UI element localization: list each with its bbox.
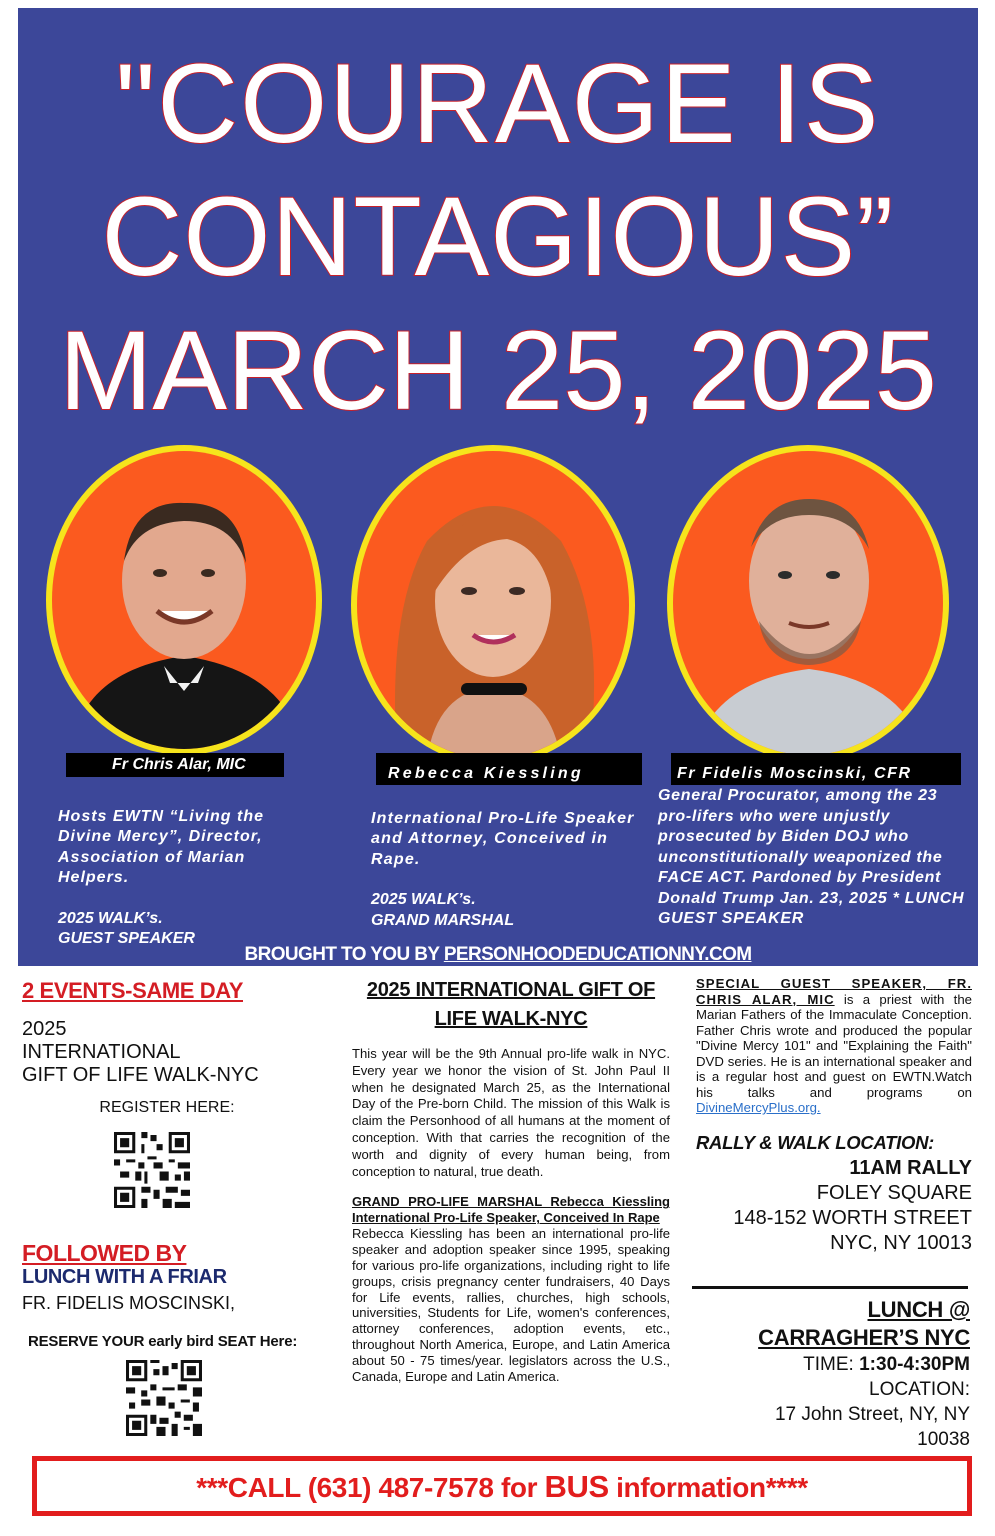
name-rebecca-kiessling: Rebecca Kiessling [376, 753, 642, 785]
section-divider [692, 1286, 968, 1289]
lunch-title-line-2: CARRAGHER’S NYC [758, 1325, 970, 1350]
right-column [696, 976, 972, 1256]
left-column [22, 978, 334, 1350]
friar-photo-icon [673, 451, 943, 755]
special-guest-heading: SPECIAL GUEST SPEAKER, FR. CHRIS ALAR, MIC [696, 976, 972, 1007]
reserve-label: RESERVE YOUR early bird SEAT Here: [28, 1333, 298, 1350]
priest-photo-icon [52, 451, 316, 749]
bio-fidelis-moscinski: General Procurator, among the 23 pro-lifers who were unjustly prosecuted by Biden DOJ who unconstitutionally weaponized the FACE ACT. Pardoned by President Donald Trump Jan. 23, 2025 * LUNCH GUEST SPEAKER [658, 787, 965, 927]
lunch-with-friar: LUNCH WITH A FRIAR [22, 1266, 227, 1288]
grand-marshal-bio: Rebecca Kiessling has been an international pro-life speaker and adoption speaker since 1995, speaking for various pro-life organizations, including right to life groups, crisis pregnancy center fundraisers, 40 Days for Life events, rallies, churches, high schools, universities, Students for Life, women's conferences, attorney conferences, adoption events, etc., throughout North America, Europe, and Latin America about 50 - 75 times/year. legislators across the U.S., Canada, Europe and Latin America. [352, 1226, 670, 1384]
middle-column [352, 976, 670, 1384]
role-grand-marshal: 2025 WALK’s. GRAND MARSHAL [371, 891, 515, 929]
call-suffix: information**** [608, 1472, 808, 1503]
portrait-rebecca-kiessling [351, 445, 635, 765]
divine-mercy-plus-link[interactable]: DivineMercyPlus.org. [696, 1100, 821, 1115]
location-label: LOCATION: [869, 1379, 970, 1400]
brought-prefix: BROUGHT TO YOU BY [244, 944, 444, 965]
portrait-fidelis-moscinski [667, 445, 949, 761]
friar-name: FR. FIDELIS MOSCINSKI, [22, 1293, 236, 1313]
rally-details [696, 1156, 972, 1256]
bio-rebecca-kiessling [371, 788, 646, 952]
rally-city: NYC, NY 10013 [830, 1231, 972, 1254]
register-qr-code[interactable] [114, 1132, 190, 1208]
location-address: 17 John Street, NY, NY [774, 1404, 970, 1425]
headline-line-1: "COURAGE IS [115, 41, 881, 166]
special-guest-paragraph [696, 976, 972, 1116]
followed-by-heading: FOLLOWED BY [22, 1240, 187, 1266]
special-guest-bio: is a priest with the Marian Fathers of the Immaculate Conception. Father Chris wrote and produced the popular "Divine Mercy 101" and "Explaining the Faith" DVD series. He is an international speaker and is a regular host and guest on EWTN.Watch his talks and programs on [696, 991, 972, 1100]
headline-line-2: CONTAGIOUS” [101, 174, 895, 299]
woman-photo-icon [357, 451, 629, 759]
website-link[interactable]: PERSONHOODEDUCATIONNY.COM [443, 944, 752, 965]
bio-text: International Pro-Life Speaker and Attorney, Conceived in Rape. [371, 809, 635, 868]
headline-date: MARCH 25, 2025 [59, 308, 937, 433]
call-bus: BUS [544, 1469, 609, 1504]
name-chris-alar: Fr Chris Alar, MIC [66, 753, 284, 777]
walk-title: 2025 INTERNATIONAL GIFT OF LIFE WALK-NYC [366, 979, 656, 1030]
role-guest-speaker: 2025 WALK’s. GUEST SPEAKER [58, 909, 195, 947]
rally-street: 148-152 WORTH STREET [733, 1206, 972, 1229]
walk-event-title: 2025 INTERNATIONAL GIFT OF LIFE WALK-NYC [22, 1018, 259, 1086]
lunch-time [696, 1352, 970, 1377]
reserve-qr-code[interactable] [126, 1360, 202, 1436]
call-prefix: ***CALL (631) 487-7578 for [196, 1472, 545, 1503]
time-value: 1:30-4:30PM [859, 1354, 970, 1375]
grand-marshal-heading: GRAND PRO-LIFE MARSHAL Rebecca Kiessling International Pro-Life Speaker, Conceived In Rape [352, 1194, 670, 1226]
name-fidelis-moscinski: Fr Fidelis Moscinski, CFR [671, 753, 961, 785]
events-heading: 2 EVENTS-SAME DAY [22, 978, 243, 1003]
rally-place: FOLEY SQUARE [816, 1181, 972, 1204]
time-label: TIME: [803, 1354, 860, 1375]
lunch-details [696, 1296, 970, 1452]
rally-time: 11AM RALLY [849, 1156, 972, 1179]
location-zip: 10038 [917, 1429, 970, 1450]
hero-banner [18, 8, 978, 966]
bus-info-callout [32, 1456, 972, 1516]
register-label: REGISTER HERE: [99, 1099, 235, 1116]
rally-location-heading: RALLY & WALK LOCATION: [696, 1131, 934, 1153]
bio-text: Hosts EWTN “Living the Divine Mercy”, Director, Association of Marian Helpers. [58, 807, 264, 886]
portrait-chris-alar [46, 445, 322, 755]
brought-to-you-by [18, 944, 978, 966]
bio-chris-alar [58, 786, 308, 970]
lunch-title-line-1: LUNCH @ [867, 1297, 970, 1322]
walk-description: This year will be the 9th Annual pro-life walk in NYC. Every year we honor the vision of St. John Paul II when he designated March 25, as the International Day of the Pre-born Child. The mission of this Walk is claim the Personhood of all humans at the moment of conception. With that carries the recognition of the worth and dignity of every human being, from conception to natural, true death. [352, 1046, 670, 1179]
